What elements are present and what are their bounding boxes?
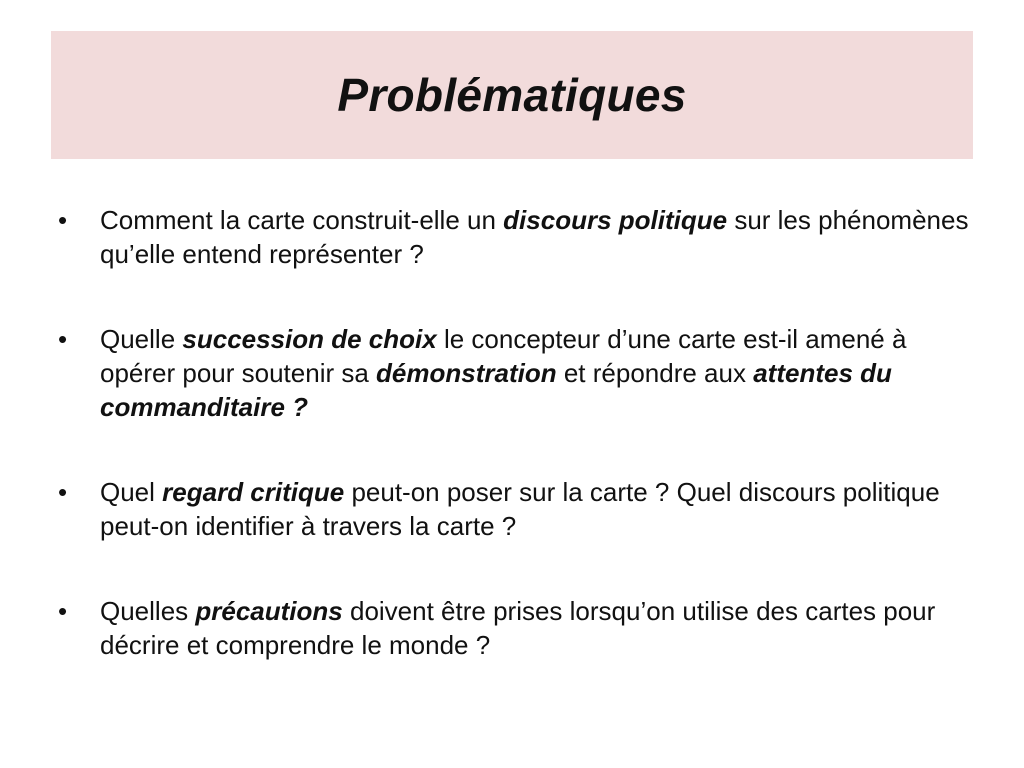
bullet-item	[58, 594, 978, 662]
bullet-item	[58, 203, 978, 271]
bullet-text: et répondre aux	[556, 358, 754, 388]
bullet-text: Quel	[100, 477, 163, 507]
bullet-text: Comment la carte construit-elle un	[100, 205, 504, 235]
bullet-emphasis: succession de choix	[182, 324, 437, 354]
title-band	[51, 31, 973, 159]
bullet-text: doivent être prises lorsqu’on utilise des cartes pour décrire et comprendre le monde ?	[100, 596, 936, 660]
bullet-dot-icon: •	[58, 477, 68, 507]
bullet-text: Quelle	[100, 324, 183, 354]
bullet-text: sur les phénomènes qu’elle entend représenter ?	[100, 205, 969, 269]
bullet-item	[58, 475, 978, 543]
bullet-emphasis: discours politique	[503, 205, 728, 235]
bullet-dot-icon: •	[58, 596, 68, 626]
bullet-text: peut-on poser sur la carte ? Quel discours politique peut-on identifier à travers la carte ?	[100, 477, 940, 541]
bullet-emphasis: regard critique	[162, 477, 345, 507]
bullet-dot-icon: •	[58, 324, 68, 354]
bullet-list	[58, 203, 978, 713]
bullet-emphasis: précautions	[195, 596, 343, 626]
bullet-item	[58, 322, 978, 424]
bullet-text: le concepteur d’une carte est-il amené à opérer pour soutenir sa	[100, 324, 907, 388]
bullet-text: Quelles	[100, 596, 196, 626]
bullet-dot-icon: •	[58, 205, 68, 235]
bullet-emphasis: démonstration	[376, 358, 557, 388]
bullet-emphasis: attentes du commanditaire ?	[100, 358, 892, 422]
slide-title: Problématiques	[337, 69, 687, 121]
